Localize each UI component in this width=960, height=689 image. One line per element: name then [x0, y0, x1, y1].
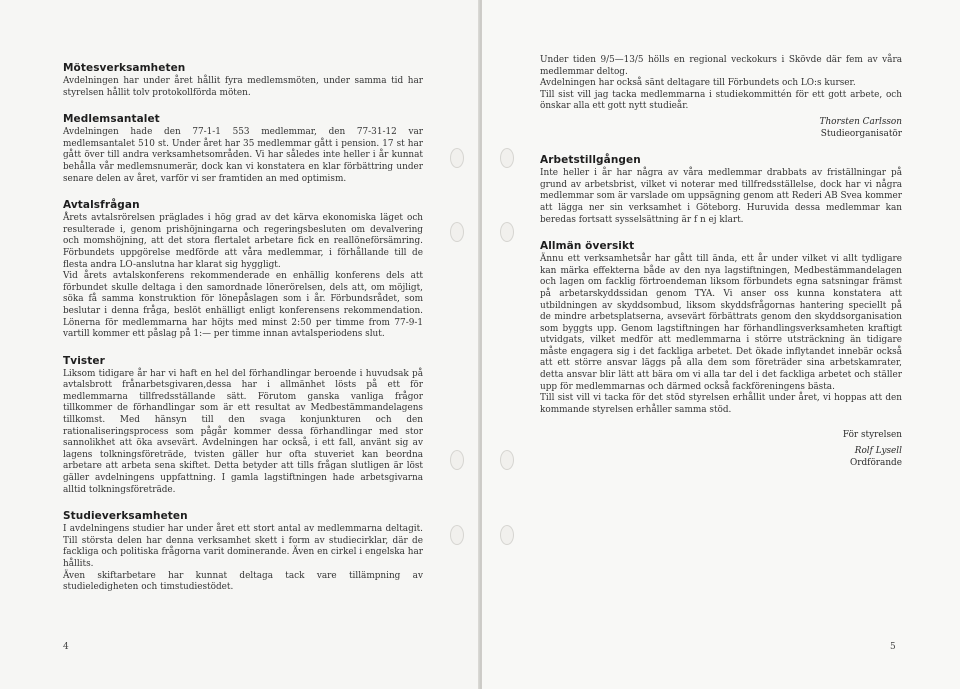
page-number: 4 [63, 642, 69, 652]
section-paragraph: Liksom tidigare år har vi haft en hel del förhandlingar beroende i huvudsak på avtalsbrott frånarbetsgivaren,dessa har i allmänhet lösts på ett för medlemmarna tillfredsställande sätt. Förutom ganska vanliga frågor tillkommer de förhandlingar som är ett resultat av Medbestämmandelagens tillkomst. Med hänsyn till den svaga konjunkturen och den rationaliseringsprocess som pågår kommer dessa förhandlingar med stor sannolikhet att öka avsevärt. Avdelningen har också, i ett fall, använt sig av lagens tolkningsföreträde, tvisten gäller hur ofta stuveriet kan beordna arbetare att arbeta sena skiftet. Detta betyder att tills frågan slutligen är löst gäller avdelningens uppfattning. I gamla lagstiftningen hade arbetsgivarna alltid tolkningsföreträde. [63, 368, 423, 495]
section-studieverksamheten [63, 510, 423, 594]
section-heading: Medlemsantalet [63, 113, 160, 126]
section-heading: Allmän översikt [540, 240, 635, 253]
section-tvister [63, 355, 423, 497]
intro-paragraph: Avdelningen har också sänt deltagare till Förbundets och LO:s kurser. [540, 78, 856, 89]
section-paragraph: Inte heller i år har några av våra medlemmar drabbats av friställningar på grund av arbetsbrist, vilket vi noterar med tillfredsställelse, dock har vi några medlemmar som är varslade om uppsägning genom att Rederi AB Svea kommer att lägga ner sin verksamhet i Göteborg. Huruvida dessa medlemmar kan beredas fortsatt sysselsättning är f n ej klart. [540, 168, 902, 225]
signature-ordforande [540, 430, 902, 469]
punch-hole [450, 222, 464, 242]
punch-hole [450, 525, 464, 545]
punch-hole [500, 222, 514, 242]
intro-paragraph: Under tiden 9/5—13/5 hölls en regional veckokurs i Skövde där fem av våra medlemmar deltog. [540, 55, 902, 77]
right-column [540, 55, 902, 469]
section-allman-oversikt [540, 240, 902, 416]
intro-paragraph: Till sist vill jag tacka medlemmarna i studiekommittén för ett gott arbete, och önskar alla ett gott nytt studieår. [540, 89, 902, 112]
section-heading: Tvister [63, 354, 105, 367]
punch-hole [450, 148, 464, 168]
section-medlemsantalet [63, 113, 423, 185]
punch-hole [500, 450, 514, 470]
signature-title: Ordförande [849, 457, 902, 468]
section-paragraph: Till sist vill vi tacka för det stöd styrelsen erhållit under året, vi hoppas att den kommande styrelsen erhåller samma stöd. [540, 393, 902, 415]
punch-hole [450, 450, 464, 470]
section-avtalsfragan [63, 199, 423, 341]
section-paragraph: Även skiftarbetare har kunnat deltaga tack vare tillämpning av studieledigheten och timstudiestödet. [63, 570, 423, 593]
section-heading: Studieverksamheten [63, 510, 188, 523]
section-paragraph: Avdelningen har under året hållit fyra medlemsmöten, under samma tid har styrelsen hållit tolv protokollförda möten. [63, 76, 423, 98]
section-arbetstillgangen [540, 154, 902, 226]
section-heading: Mötesverksamheten [63, 62, 186, 74]
intro-block [540, 55, 902, 113]
section-paragraph: Ännu ett verksamhetsår har gått till ända, ett år under vilket vi allt tydligare kan märka effekterna både av den nya lagstiftningen, Medbestämmandelagen och lagen om facklig förtroendeman liksom förbundets egna satsningar främst på arbetarskyddssidan genom TYA. Vi anser oss kunna konstatera att utbildningen av skyddsombud, liksom skyddsfrågornas hantering speciellt på de mindre arbetsplatserna, avsevärt förbättrats genom den skyddsorganisation som byggts upp. Genom lagstiftningen har förhandlingsverksamheten kraftigt utvidgats, vilket medför att medlemmarna i större utsträckning än tidigare måste engagera sig i det fackliga arbetet. Det ökade inflytandet innebär också att ett större ansvar läggs på alla dem som företräder sina arbetskamrater, detta ansvar blir lätt att bära om vi alla tar del i det fackliga arbetet och ställer upp för medlemmarnas och därmed också fackföreningens bästa. [540, 254, 902, 392]
section-paragraph: I avdelningens studier har under året ett stort antal av medlemmarna deltagit. Till största delen har denna verksamhet skett i form av studiecirklar, där de fackliga och politiska frågorna varit dominerande. Även en cirkel i engelska har hållits. [63, 524, 423, 569]
signature-line: För styrelsen [842, 430, 902, 441]
section-paragraph: Vid årets avtalskonferens rekommenderade en enhällig konferens dels att förbundet skulle deltaga i den samordnade lönerörelsen, dels att, om möjligt, söka få samma konstruktion för lönepåslagen som i år. Förbundsrådet, som beslutar i denna fråga, beslöt enhälligt enligt konferensens rekommendation. Lönerna för medlemmarna har höjts med minst 2:50 per timme from 77-9-1 vartill kommer ett påslag på 1:— per timme innan avtalsperiodens slut. [63, 271, 423, 340]
punch-hole [500, 148, 514, 168]
signature-name: Thorsten Carlsson [819, 116, 902, 127]
section-heading: Arbetstillgången [540, 154, 641, 167]
left-column [63, 62, 423, 608]
right-page [482, 0, 960, 689]
signature-title: Studieorganisatör [820, 128, 902, 139]
signature-studieorganisator [540, 117, 902, 140]
section-heading: Avtalsfrågan [63, 199, 140, 212]
section-paragraph: Årets avtalsrörelsen präglades i hög grad av det kärva ekonomiska läget och resulterade i, genom prishöjningarna och regeringsbesluten om devalvering och momshöjning, att det stora flertalet arbetare fick en reallöneförsämring. Förbundets uppgörelse medförde att våra medlemmar, i förhållande till de flesta andra LO-anslutna har klarat sig hyggligt. [63, 213, 423, 270]
section-paragraph: Avdelningen hade den 77-1-1 553 medlemmar, den 77-31-12 var medlemsantalet 510 st. Under året har 35 medlemmar gått i pension. 17 st har gått över till andra verksamhetsområden. Vi har således inte heller i år kunnat behålla vår medlemsnumerär, dock kan vi konstatera en klar förbättring under senare delen av året, varför vi ser framtiden an med optimism. [63, 127, 423, 184]
section-motesverksamheten [63, 62, 423, 99]
page-number: 5 [890, 642, 896, 652]
punch-hole [500, 525, 514, 545]
signature-name: Rolf Lysell [854, 446, 902, 457]
